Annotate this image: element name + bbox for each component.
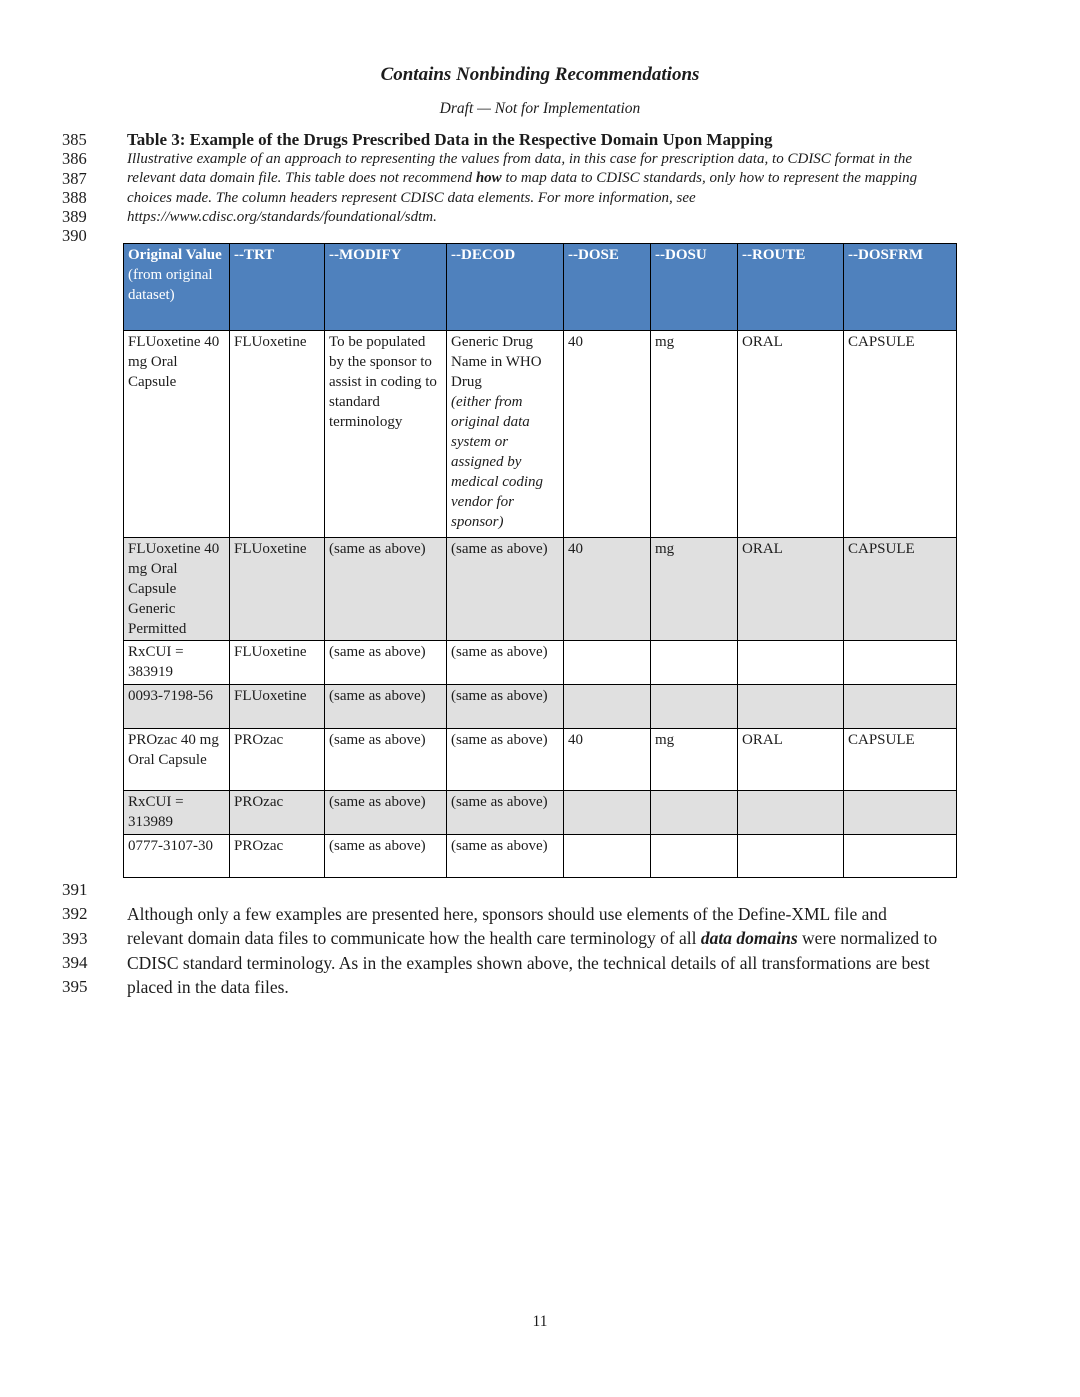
cell-original-value: 0777-3107-30 xyxy=(124,835,230,878)
cell-modify: (same as above) xyxy=(325,791,447,835)
body-paragraph-text: were normalized to CDISC standard terminology. As in the examples shown above, the technical details of all transformations are best placed in the data files. xyxy=(127,928,938,997)
cell-dosu: mg xyxy=(651,331,738,538)
col-header-route: --ROUTE xyxy=(738,244,844,331)
cell-modify: (same as above) xyxy=(325,538,447,641)
cell-decod: (same as above) xyxy=(447,538,564,641)
cell-modify: (same as above) xyxy=(325,729,447,791)
cell-decod-note: (either from original data system or assigned by medical coding vendor for sponsor) xyxy=(451,394,544,530)
cell-dosu xyxy=(651,791,738,835)
line-numbers-top xyxy=(62,130,102,246)
cell-trt: FLUoxetine xyxy=(230,641,325,685)
cell-dosu xyxy=(651,685,738,729)
cell-dose xyxy=(564,685,651,729)
line-number: 390 xyxy=(62,226,87,246)
cell-original-value: 0093-7198-56 xyxy=(124,685,230,729)
line-number: 388 xyxy=(62,187,87,207)
cell-dose xyxy=(564,641,651,685)
table-row xyxy=(124,791,957,835)
body-paragraph-text: Although only a few examples are presented here, sponsors should use elements of the Define-XML file and relevant domain data files to communicate how the health care terminology of all xyxy=(127,904,887,949)
table-row xyxy=(124,331,957,538)
cell-route xyxy=(738,791,844,835)
table-description xyxy=(127,150,947,227)
table-description-text: to map data to CDISC standards, only how to represent the mapping choices made. The column headers represent CDISC data elements. For more information, see https://www.cdisc.org/standards/foundational/sdtm. xyxy=(127,170,918,225)
line-number: 385 xyxy=(62,130,87,149)
cell-route: ORAL xyxy=(738,331,844,538)
table-header-row xyxy=(124,244,957,331)
cell-trt: FLUoxetine xyxy=(230,331,325,538)
cell-trt: FLUoxetine xyxy=(230,538,325,641)
cell-modify: (same as above) xyxy=(325,685,447,729)
cell-modify: (same as above) xyxy=(325,835,447,878)
cell-trt: PROzac xyxy=(230,729,325,791)
cell-dosfrm xyxy=(844,791,957,835)
drugs-prescribed-mapping-table xyxy=(123,243,957,878)
col-header-trt: --TRT xyxy=(230,244,325,331)
line-number: 391 xyxy=(62,880,88,899)
table-description-bold-word: how xyxy=(475,170,502,187)
cell-decod: (same as above) xyxy=(447,685,564,729)
table-description-text: Illustrative example of an approach to representing the values from data, in this case for prescription data, to CDISC format in the relevant data domain file. This table does not recommend xyxy=(127,151,913,187)
cell-dosu xyxy=(651,835,738,878)
cell-modify: To be populated by the sponsor to assist in coding to standard terminology xyxy=(325,331,447,538)
cell-trt: PROzac xyxy=(230,791,325,835)
body-paragraph xyxy=(127,902,945,999)
cell-dosu: mg xyxy=(651,729,738,791)
page-number: 11 xyxy=(532,1313,548,1330)
cell-original-value: RxCUI = 313989 xyxy=(124,791,230,835)
cell-original-value: FLUoxetine 40 mg Oral Capsule xyxy=(124,331,230,538)
table-row xyxy=(124,538,957,641)
col-header-original-value-note: (from original dataset) xyxy=(128,267,213,303)
cell-dosfrm: CAPSULE xyxy=(844,331,957,538)
cell-dose xyxy=(564,791,651,835)
cell-decod xyxy=(447,331,564,538)
doc-header-title: Contains Nonbinding Recommendations xyxy=(380,64,700,85)
col-header-dosfrm: --DOSFRM xyxy=(844,244,957,331)
table-row xyxy=(124,641,957,685)
col-header-dosu: --DOSU xyxy=(651,244,738,331)
doc-header-subtitle: Draft — Not for Implementation xyxy=(439,100,641,117)
col-header-dose: --DOSE xyxy=(564,244,651,331)
cell-modify: (same as above) xyxy=(325,641,447,685)
cell-decod: (same as above) xyxy=(447,791,564,835)
table-row xyxy=(124,685,957,729)
col-header-modify: --MODIFY xyxy=(325,244,447,331)
cell-decod: (same as above) xyxy=(447,641,564,685)
cell-dosu: mg xyxy=(651,538,738,641)
cell-original-value: FLUoxetine 40 mg Oral Capsule Generic Permitted xyxy=(124,538,230,641)
cell-dosfrm xyxy=(844,641,957,685)
line-number: 394 xyxy=(62,952,88,972)
table-row xyxy=(124,835,957,878)
line-number: 389 xyxy=(62,207,87,227)
cell-dosfrm: CAPSULE xyxy=(844,729,957,791)
cell-dose: 40 xyxy=(564,729,651,791)
line-number: 393 xyxy=(62,928,88,948)
cell-dosfrm xyxy=(844,835,957,878)
cell-decod: (same as above) xyxy=(447,729,564,791)
line-number: 386 xyxy=(62,149,87,169)
col-header-original-value xyxy=(124,244,230,331)
cell-dose xyxy=(564,835,651,878)
cell-route: ORAL xyxy=(738,729,844,791)
cell-dosfrm: CAPSULE xyxy=(844,538,957,641)
col-header-original-value-bold: Original Value xyxy=(128,247,222,263)
line-number: 395 xyxy=(62,977,88,997)
line-number: 392 xyxy=(62,904,88,924)
cell-original-value: PROzac 40 mg Oral Capsule xyxy=(124,729,230,791)
cell-dose: 40 xyxy=(564,538,651,641)
cell-route: ORAL xyxy=(738,538,844,641)
cell-dosfrm xyxy=(844,685,957,729)
line-numbers-bottom xyxy=(62,878,102,999)
cell-trt: PROzac xyxy=(230,835,325,878)
cell-route xyxy=(738,685,844,729)
cell-decod-main: Generic Drug Name in WHO Drug xyxy=(451,334,542,390)
cell-original-value: RxCUI = 383919 xyxy=(124,641,230,685)
table-title: Table 3: Example of the Drugs Prescribed Data in the Respective Domain Upon Mapping xyxy=(127,130,773,149)
body-paragraph-bold-phrase: data domains xyxy=(700,928,798,949)
cell-trt: FLUoxetine xyxy=(230,685,325,729)
col-header-decod: --DECOD xyxy=(447,244,564,331)
cell-dosu xyxy=(651,641,738,685)
cell-dose: 40 xyxy=(564,331,651,538)
line-number: 387 xyxy=(62,168,87,188)
cell-route xyxy=(738,641,844,685)
table-row xyxy=(124,729,957,791)
cell-decod: (same as above) xyxy=(447,835,564,878)
cell-route xyxy=(738,835,844,878)
